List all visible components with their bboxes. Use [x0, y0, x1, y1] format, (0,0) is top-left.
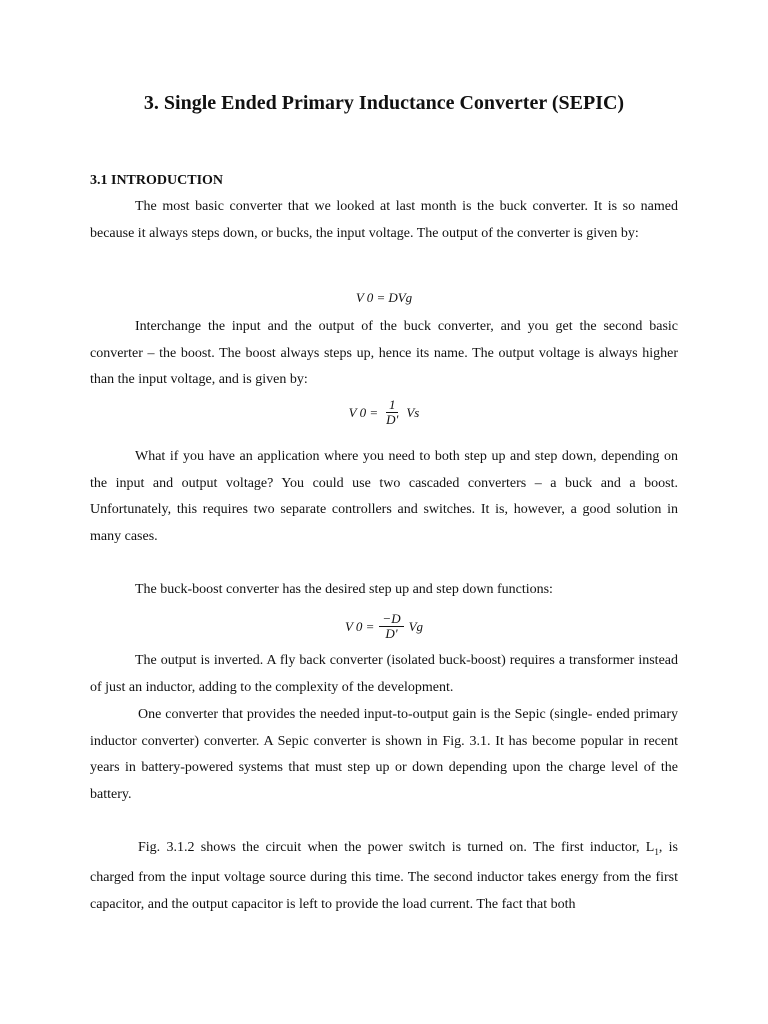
equation-boost-rhs: Vs: [406, 404, 420, 420]
equation-buck: [0, 290, 768, 306]
paragraph-3: What if you have an application where you need to both step up and step down, depending on the input and output voltage? You could use two cascaded converters – a buck and a boost. Unfortunately, this requires two separate controllers and switches. It is, however, a good solution in many cases.: [90, 449, 678, 544]
equation-buck-boost-rhs: Vg: [408, 618, 424, 634]
equation-buck-boost-denominator: D': [385, 626, 398, 641]
equation-boost-denominator: D': [386, 412, 399, 427]
paragraph-1: The most basic converter that we looked at last month is the buck converter. It is so named because it always steps down, or bucks, the input voltage. The output of the converter is given by:: [90, 199, 678, 241]
paragraph-4: The buck-boost converter has the desired step up and step down functions:: [135, 582, 553, 597]
paragraph-5: The output is inverted. A fly back converter (isolated buck-boost) requires a transformer instead of just an inductor, adding to the complexity of the development.: [90, 653, 678, 695]
equation-boost-lhs: V 0 =: [348, 404, 379, 420]
inductor-subscript: 1: [654, 846, 659, 857]
paragraph-2: Interchange the input and the output of the buck converter, and you get the second basic converter – the boost. The boost always steps up, hence its name. The output voltage is always higher than the input voltage, and is given by:: [90, 319, 678, 387]
equation-buck-boost-numerator: −D: [379, 612, 403, 627]
equation-boost: [0, 398, 768, 427]
equation-buck-rhs: DVg: [388, 290, 413, 305]
equation-buck-lhs: V 0 =: [355, 290, 386, 305]
paragraph-7: [90, 835, 678, 918]
equation-buck-boost-fraction: [379, 612, 403, 641]
paragraph-6: One converter that provides the needed input-to-output gain is the Sepic (single- ended primary inductor converter) converter. A Sepic converter is shown in Fig. 3.1. It has become popular in recent years in battery-powered systems that must step up or down depending upon the charge level of the battery.: [90, 707, 678, 802]
paragraph-7-text-end: , is charged from the input voltage source during this time. The second inductor takes energy from the first capacitor, and the output capacitor is left to provide the load current. The fact that both: [90, 840, 678, 912]
equation-boost-fraction: [383, 398, 401, 427]
equation-buck-boost-lhs: V 0 =: [344, 618, 375, 634]
equation-boost-numerator: 1: [386, 398, 399, 413]
page-title: 3. Single Ended Primary Inductance Converter (SEPIC): [143, 92, 625, 114]
paragraph-7-text-start: Fig. 3.1.2 shows the circuit when the power switch is turned on. The first inductor, L: [138, 840, 655, 855]
section-heading: 3.1 INTRODUCTION: [90, 173, 224, 188]
equation-buck-boost: [0, 612, 768, 641]
